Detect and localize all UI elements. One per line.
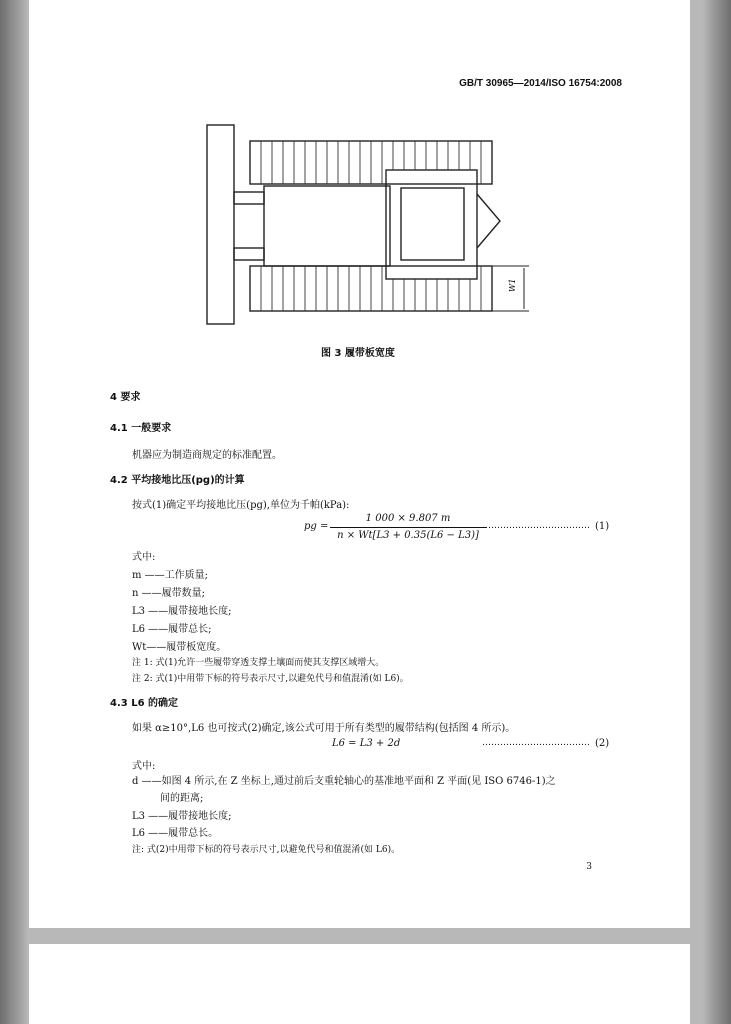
- section-4-2-heading: 4.2 平均接地比压(pg)的计算: [110, 475, 245, 486]
- def-l6: L6 ——履带总长;: [132, 624, 212, 635]
- cab-inner: [401, 188, 464, 260]
- section-4-1-heading: 4.1 一般要求: [110, 423, 172, 434]
- formula-2: L6 = L3 + 2d: [332, 738, 401, 749]
- formula-2-leader: ………………………………: [482, 738, 590, 748]
- formula-1-number: (1): [595, 521, 610, 532]
- formula-2-number: (2): [595, 738, 610, 749]
- where-label-2: 式中:: [132, 761, 156, 772]
- note-2: 注 2: 式(1)中用带下标的符号表示尺寸,以避免代号和值混淆(如 L6)。: [132, 674, 409, 684]
- def-d-line1: d ——如图 4 所示,在 Z 坐标上,通过前后支重轮轴心的基准地平面和 Z 平面(见 ISO 6746-1)之: [132, 776, 556, 787]
- track-shoe-figure: [29, 0, 690, 340]
- section-4-3-intro: 如果 α≥10°,L6 也可按式(2)确定,该公式可用于所有类型的履带结构(包括图 4 所示)。: [132, 723, 516, 734]
- section-4-heading: 4 要求: [110, 392, 141, 403]
- front-wedge: [477, 194, 500, 248]
- document-page: [29, 0, 690, 928]
- def-wt: Wt——履带板宽度。: [132, 642, 227, 653]
- section-4-1-text: 机器应为制造商规定的标准配置。: [132, 450, 282, 461]
- def-l3: L3 ——履带接地长度;: [132, 606, 232, 617]
- standard-code-header: GB/T 30965—2014/ISO 16754:2008: [459, 78, 622, 89]
- def-m: m ——工作质量;: [132, 570, 209, 581]
- page-number: 3: [586, 862, 592, 872]
- formula-1-denominator: n × Wt[L3 + 0.35(L6 − L3)]: [337, 530, 479, 541]
- def-n: n ——履带数量;: [132, 588, 205, 599]
- next-page: [29, 944, 690, 1024]
- section-4-3-heading: 4.3 L6 的确定: [110, 698, 179, 709]
- def-l3-2: L3 ——履带接地长度;: [132, 811, 232, 822]
- formula-1-lhs: pg =: [304, 521, 329, 532]
- dimension-w1-label: W1: [508, 278, 517, 292]
- figure-caption: 图 3 履带板宽度: [321, 348, 395, 359]
- formula-1-leader: ………………………………: [482, 521, 590, 531]
- where-label-1: 式中:: [132, 552, 156, 563]
- note-3: 注: 式(2)中用带下标的符号表示尺寸,以避免代号和值混淆(如 L6)。: [132, 845, 401, 855]
- frame-plate: [207, 125, 234, 324]
- formula-1-numerator: 1 000 × 9.807 m: [365, 513, 451, 524]
- formula-1: [304, 511, 490, 545]
- def-d-line2: 间的距离;: [160, 793, 204, 804]
- def-l6-2: L6 ——履带总长。: [132, 828, 219, 839]
- note-1: 注 1: 式(1)允许一些履带穿透支撑土壤面而使其支撑区域增大。: [132, 658, 385, 668]
- section-4-2-intro: 按式(1)确定平均接地比压(pg),单位为千帕(kPa):: [132, 500, 350, 511]
- machine-body: [264, 186, 390, 266]
